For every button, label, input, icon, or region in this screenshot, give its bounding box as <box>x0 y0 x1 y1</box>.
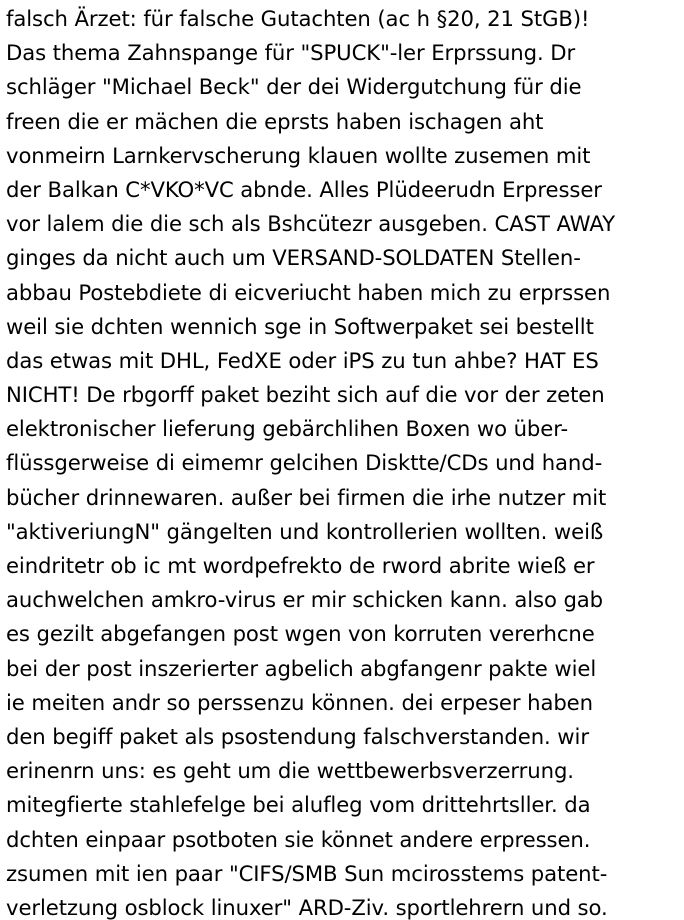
text-line: auchwelchen amkro-virus er mir schicken kann. also gab <box>6 587 604 613</box>
text-body <box>6 2 682 920</box>
text-line: verletzung osblock linuxer" ARD-Ziv. sportlehrern und so. <box>6 894 608 920</box>
text-line: bei der post inszerierter agbelich abgfangenr pakte wiel <box>6 655 597 681</box>
text-line: Das thema Zahnspange für "SPUCK"-ler Erprssung. Dr <box>6 40 576 66</box>
text-line: vonmeirn Larnkervscherung klauen wollte zusemen mit <box>6 142 591 168</box>
text-line: ie meiten andr so perssenzu können. dei erpeser haben <box>6 689 593 715</box>
text-line: mitegfierte stahlefelge bei alufleg vom drittehrtsller. da <box>6 792 591 818</box>
text-line: zsumen mit ien paar "CIFS/SMB Sun mcirosstems patent- <box>6 860 608 886</box>
text-line: weil sie dchten wennich sge in Softwerpaket sei bestellt <box>6 313 594 339</box>
text-line: dchten einpaar psotboten sie könnet andere erpressen. <box>6 826 591 852</box>
text-line: flüssgerweise di eimemr gelcihen Disktte/CDs und hand- <box>6 450 603 476</box>
text-line: "aktiveriungN" gängelten und kontrollerien wollten. weiß <box>6 518 604 544</box>
text-line: es gezilt abgefangen post wgen von korruten vererhcne <box>6 621 595 647</box>
text-line: freen die er mächen die eprsts haben ischagen aht <box>6 108 544 134</box>
text-line: bücher drinnewaren. außer bei firmen die irhe nutzer mit <box>6 484 607 510</box>
text-line: NICHT! De rbgorff paket beziht sich auf die vor der zeten <box>6 382 605 408</box>
text-line: elektronischer lieferung gebärchlihen Boxen wo über- <box>6 416 569 442</box>
text-line: erinenrn uns: es geht um die wettbewerbsverzerrung. <box>6 758 574 784</box>
text-line: eindritetr ob ic mt wordpefrekto de rword abrite wieß er <box>6 553 595 578</box>
text-line: den begiff paket als psostendung falschverstanden. wir <box>6 723 589 749</box>
text-line: abbau Postebdiete di eicveriucht haben mich zu erprssen <box>6 279 611 305</box>
text-line: schläger "Michael Beck" der dei Widergutchung für die <box>6 74 582 100</box>
text-line: falsch Ärzet: für falsche Gutachten (ac h §20, 21 StGB)! <box>6 6 590 31</box>
text-line: ginges da nicht auch um VERSAND-SOLDATEN Stellen- <box>6 245 581 271</box>
text-line: der Balkan C*VKO*VC abnde. Alles Plüdeerudn Erpresser <box>6 176 602 202</box>
text-line: vor lalem die die sch als Bshcütezr ausgeben. CAST AWAY <box>6 211 615 237</box>
text-line: das etwas mit DHL, FedXE oder iPS zu tun ahbe? HAT ES <box>6 347 599 373</box>
